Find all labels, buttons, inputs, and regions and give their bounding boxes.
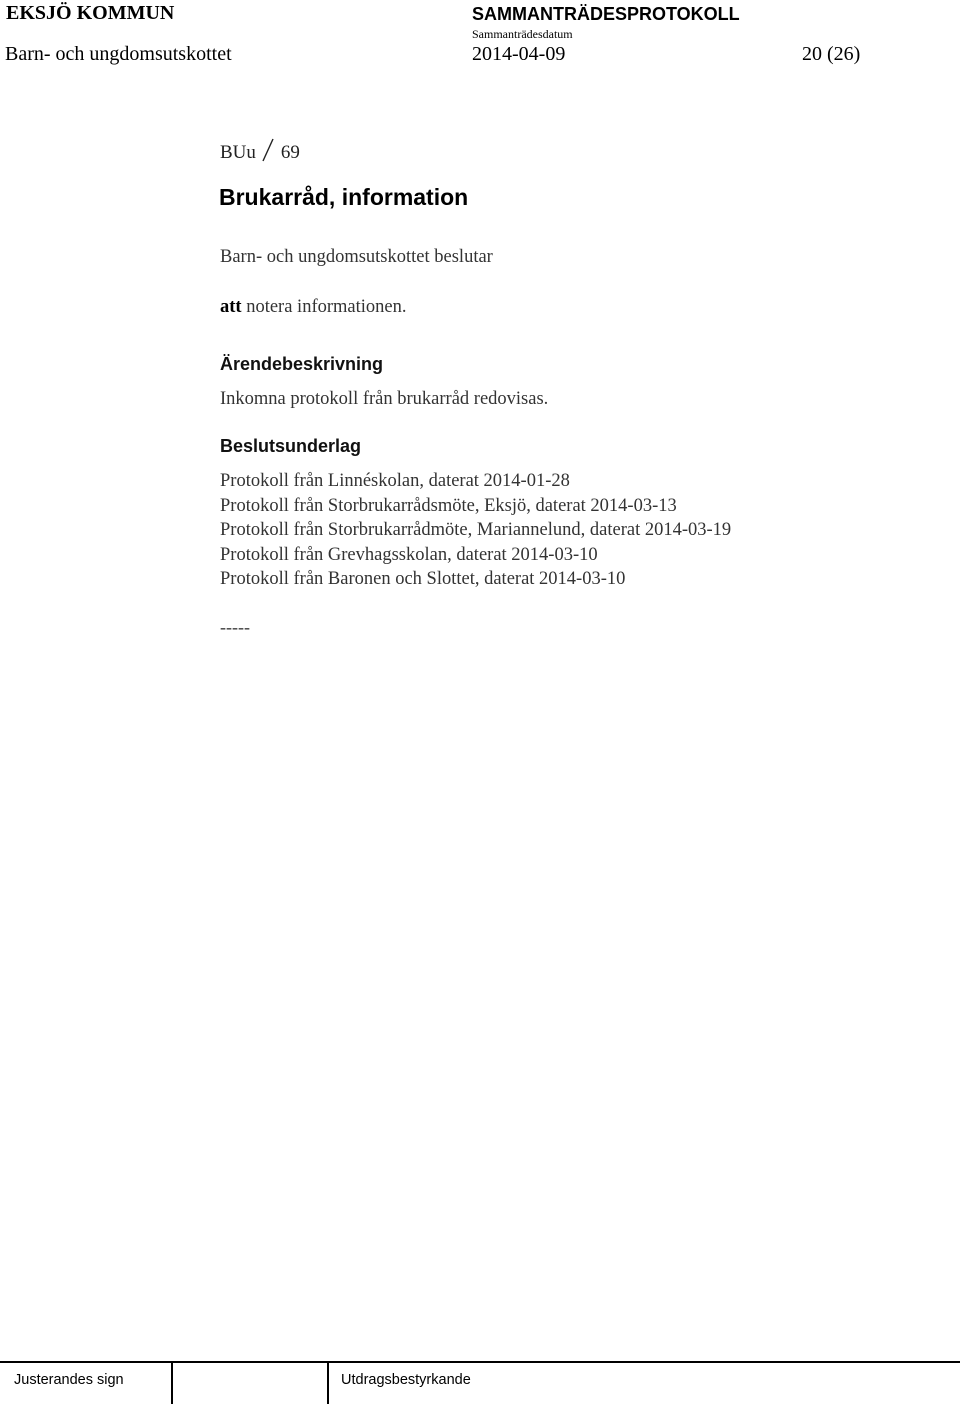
- decision-keyword: att: [220, 297, 242, 317]
- description-text: Inkomna protokoll från brukarråd redovisas.: [220, 389, 549, 409]
- description-heading: Ärendebeskrivning: [220, 354, 384, 374]
- footer-column-divider: [171, 1362, 173, 1404]
- meeting-date: 2014-04-09: [472, 43, 566, 65]
- organization-name: EKSJÖ KOMMUN: [6, 2, 175, 24]
- footer-extract-label: Utdragsbestyrkande: [341, 1372, 471, 1388]
- basis-item: Protokoll från Grevhagsskolan, daterat 2014-03-10: [220, 544, 598, 565]
- footer-column-divider: [327, 1362, 329, 1404]
- basis-item: Protokoll från Linnéskolan, daterat 2014-01-28: [220, 471, 570, 491]
- meeting-date-label: Sammanträdesdatum: [472, 27, 573, 41]
- decision-statement: [220, 297, 406, 318]
- document-type: SAMMANTRÄDESPROTOKOLL: [472, 4, 740, 24]
- footer-sign-label: Justerandes sign: [14, 1372, 124, 1388]
- basis-item: Protokoll från Storbrukarrådsmöte, Eksjö, daterat 2014-03-13: [220, 495, 677, 516]
- basis-item: Protokoll från Storbrukarrådmöte, Mariannelund, daterat 2014-03-19: [220, 520, 732, 540]
- committee-name: Barn- och ungdomsutskottet: [5, 43, 232, 65]
- section-ref-prefix: BUu: [220, 142, 256, 163]
- decision-intro: Barn- och ungdomsutskottet beslutar: [220, 247, 493, 267]
- paragraph-sign-icon: [261, 138, 275, 168]
- section-reference: [220, 138, 300, 168]
- basis-heading: Beslutsunderlag: [220, 436, 362, 456]
- end-marker: -----: [220, 617, 250, 637]
- basis-list: [220, 469, 731, 592]
- section-ref-number: 69: [280, 142, 300, 163]
- item-title: Brukarråd, information: [219, 184, 469, 210]
- decision-text: notera informationen.: [241, 297, 407, 317]
- footer-divider-line: [0, 1361, 960, 1363]
- basis-item: Protokoll från Baronen och Slottet, daterat 2014-03-10: [220, 569, 626, 589]
- page-number: 20 (26): [802, 43, 861, 65]
